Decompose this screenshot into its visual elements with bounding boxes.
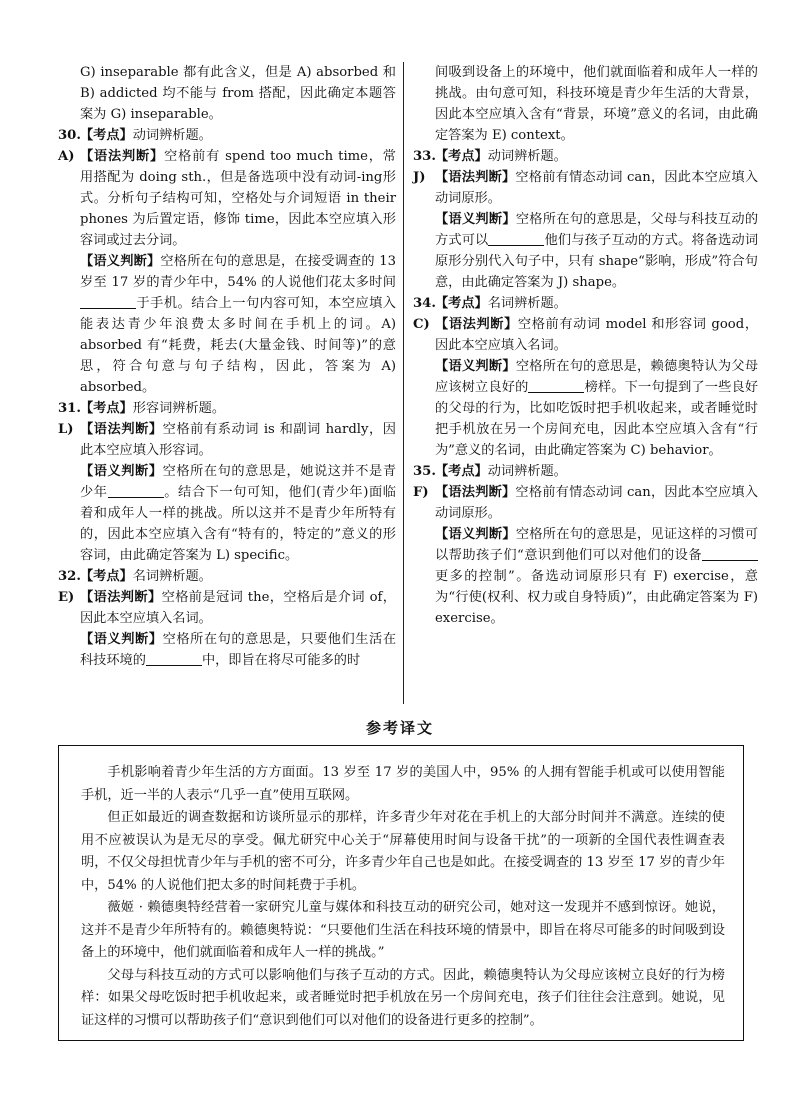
- q32-continuation: 间吸到设备上的环境中，他们就面临着和成年人一样的挑战。由句意可知，科技环境是青少年生活的大背景，因此本空应填入含有“背景，环境”意义的名词，由此确定答案为 E) context。: [435, 65, 758, 143]
- q31-blank: [108, 483, 164, 498]
- q32-grammar-tag: 【语法判断】: [80, 590, 162, 605]
- translation-paragraph-1: 手机影响着青少年生活的方方面面。13 岁至 17 岁的美国人中，95% 的人拥有智能手机或可以使用智能手机，近一半的人表示“几乎一直”使用互联网。: [81, 765, 725, 803]
- q33-grammar: [413, 167, 758, 209]
- q33-header: [413, 146, 758, 167]
- q34-answer: C): [413, 317, 430, 332]
- q33-answer: J): [413, 170, 426, 185]
- left-column: [58, 62, 396, 671]
- translation-paragraph-2: 但正如最近的调查数据和访谈所显示的那样，许多青少年对花在手机上的大部分时间并不满意。连续的使用不应被误认为是无尽的享受。佩尤研究中心关于“屏幕使用时间与设备干扰”的一项新的全国代表性调查表明，不仅父母担忧青少年与手机的密不可分，许多青少年自己也是如此。在接受调查的 13 岁至 17 岁的青少年中，54% 的人说他们把太多的时间耗费于手机。: [81, 810, 725, 893]
- translation-box: [58, 745, 744, 1041]
- q30-blank: [80, 294, 136, 309]
- q35-number: 35.: [413, 464, 436, 479]
- q35-header: [413, 461, 758, 482]
- q30-meaning-a: 空格所在句的意思是，在接受调查的 13 岁至 17 岁的青少年中，54% 的人说他们花太多时间: [80, 254, 396, 290]
- q32-grammar: [58, 587, 396, 629]
- q34-grammar-text: 空格前有动词 model 和形容词 good，因此本空应填入名词。: [435, 317, 759, 353]
- q33-number: 33.: [413, 149, 436, 164]
- q31-header: [58, 398, 396, 419]
- q35-grammar: [413, 482, 758, 524]
- q32-meaning-b: 中，即旨在将尽可能多的时: [201, 653, 361, 668]
- q35-meaning-tag: 【语义判断】: [435, 527, 516, 542]
- q31-meaning-tag: 【语义判断】: [80, 464, 163, 479]
- q30-kaodian: 动词辨析题。: [132, 128, 212, 143]
- q30-meaning-tag: 【语义判断】: [80, 254, 161, 269]
- q32-blank: [146, 651, 202, 666]
- q31-kaodian-tag: 【考点】: [80, 401, 133, 416]
- q31-kaodian: 形容词辨析题。: [132, 401, 226, 416]
- q31-meaning: [58, 461, 396, 566]
- column-divider: [403, 62, 404, 704]
- q32-meaning-a: 空格所在句的意思是，只要他们生活在科技环境的: [80, 632, 397, 668]
- q31-meaning-a: 空格所在句的意思是，她说这并不是青少年: [80, 464, 397, 500]
- q35-meaning-b: 更多的控制”。备选动词原形只有 F) exercise，意为“行使(权利、权力或自身特质)”，由此确定答案为 F) exercise。: [435, 569, 758, 626]
- q32-kaodian: 名词辨析题。: [132, 569, 212, 584]
- q34-number: 34.: [413, 296, 436, 311]
- q30-kaodian-tag: 【考点】: [80, 128, 133, 143]
- q32-grammar-text: 空格前是冠词 the，空格后是介词 of，因此本空应填入名词。: [80, 590, 396, 626]
- q34-kaodian-tag: 【考点】: [435, 296, 488, 311]
- q35-meaning-a: 空格所在句的意思是，见证这样的习惯可以帮助孩子们“意识到他们可以对他们的设备: [435, 527, 759, 563]
- q30-meaning: [58, 251, 396, 398]
- q33-meaning-b: 他们与孩子互动的方式。将备选动词原形分别代入句子中，只有 shape“影响，形成”符合句意，由此确定答案为 J) shape。: [435, 233, 759, 290]
- q33-meaning: [413, 209, 758, 293]
- q30-grammar-tag: 【语法判断】: [80, 149, 165, 164]
- q33-meaning-a: 空格所在句的意思是，父母与科技互动的方式可以: [435, 212, 759, 248]
- q34-header: [413, 293, 758, 314]
- q35-kaodian-tag: 【考点】: [435, 464, 488, 479]
- q34-grammar: [413, 314, 758, 356]
- q30-answer: A): [58, 149, 75, 164]
- q31-meaning-b: 。结合下一句可知，他们(青少年)面临着和成年人一样的挑战。所以这并不是青少年所特有的，因此本空应填入含有“特有的，特定的”意义的形容词，由此确定答案为 L) specific。: [80, 485, 396, 563]
- translation-paragraph-3: 薇姬 · 赖德奥特经营着一家研究儿童与媒体和科技互动的研究公司，她对这一发现并不感到惊讶。她说，这并不是青少年所特有的。赖德奥特说：“只要他们生活在科技环境的情景中，即旨在将尽可能多的时间吸到设备上的环境中，他们就面临着和成年人一样的挑战。”: [81, 900, 725, 960]
- q31-number: 31.: [58, 401, 81, 416]
- q30-grammar-text: 空格前有 spend too much time，常用搭配为 doing sth.，但是备选项中没有动词-ing形式。分析句子结构可知，空格处与介词短语 in their phones 为后置定语，修饰 time，因此本空应填入形容词或过去分词。: [80, 149, 396, 248]
- right-column: [413, 62, 758, 629]
- q34-grammar-tag: 【语法判断】: [435, 317, 518, 332]
- q35-meaning: [413, 524, 758, 629]
- q32-meaning-tag: 【语义判断】: [80, 632, 163, 647]
- q34-meaning: [413, 356, 758, 461]
- q34-meaning-tag: 【语义判断】: [435, 359, 516, 374]
- q30-header: [58, 125, 396, 146]
- q30-meaning-b: 于手机。结合上一句内容可知，本空应填入能表达青少年浪费太多时间在手机上的词。A) absorbed 有“耗费，耗去(大量金钱、时间等)”的意思，符合句意与句子结构，因此，答案为 A) absorbed。: [80, 296, 396, 395]
- q33-blank: [488, 231, 544, 246]
- q31-grammar: [58, 419, 396, 461]
- q31-grammar-tag: 【语法判断】: [80, 422, 163, 437]
- q33-grammar-tag: 【语法判断】: [435, 170, 516, 185]
- q32-header: [58, 566, 396, 587]
- q33-kaodian: 动词辨析题。: [487, 149, 567, 164]
- intro-text: G) inseparable 都有此含义，但是 A) absorbed 和 B) addicted 均不能与 from 搭配，因此确定本题答案为 G) inseparable。: [80, 65, 396, 122]
- q34-blank: [528, 378, 584, 393]
- q35-grammar-text: 空格前有情态动词 can，因此本空应填入动词原形。: [435, 485, 759, 521]
- q34-meaning-a: 空格所在句的意思是，赖德奥特认为父母应该树立良好的: [435, 359, 759, 395]
- q35-answer: F): [413, 485, 429, 500]
- q34-kaodian: 名词辨析题。: [487, 296, 567, 311]
- q31-grammar-text: 空格前有系动词 is 和副词 hardly，因此本空应填入形容词。: [80, 422, 396, 458]
- q35-kaodian: 动词辨析题。: [487, 464, 567, 479]
- translation-paragraph-4: 父母与科技互动的方式可以影响他们与孩子互动的方式。因此，赖德奥特认为父母应该树立良好的行为榜样：如果父母吃饭时把手机收起来，或者睡觉时把手机放在另一个房间充电，孩子们往往会注意到。她说，见证这样的习惯可以帮助孩子们“意识到他们可以对他们的设备进行更多的控制”。: [81, 967, 725, 1028]
- q35-blank: [702, 546, 758, 561]
- q35-grammar-tag: 【语法判断】: [435, 485, 516, 500]
- q33-grammar-text: 空格前有情态动词 can，因此本空应填入动词原形。: [435, 170, 759, 206]
- q33-kaodian-tag: 【考点】: [435, 149, 488, 164]
- q33-meaning-tag: 【语义判断】: [435, 212, 516, 227]
- translation-title: 参考译文: [365, 719, 434, 737]
- q30-number: 30.: [58, 128, 81, 143]
- q34-meaning-b: 榜样。下一句提到了一些良好的父母的行为，比如吃饭时把手机收起来，或者睡觉时把手机放在另一个房间充电，因此本空应填入含有“行为”意义的名词，由此确定答案为 C) behavior。: [435, 380, 759, 458]
- q31-answer: L): [58, 422, 74, 437]
- q32-meaning: [58, 629, 396, 671]
- q32-kaodian-tag: 【考点】: [80, 569, 133, 584]
- q30-grammar: [58, 146, 396, 251]
- q32-answer: E): [58, 590, 75, 605]
- q32-number: 32.: [58, 569, 81, 584]
